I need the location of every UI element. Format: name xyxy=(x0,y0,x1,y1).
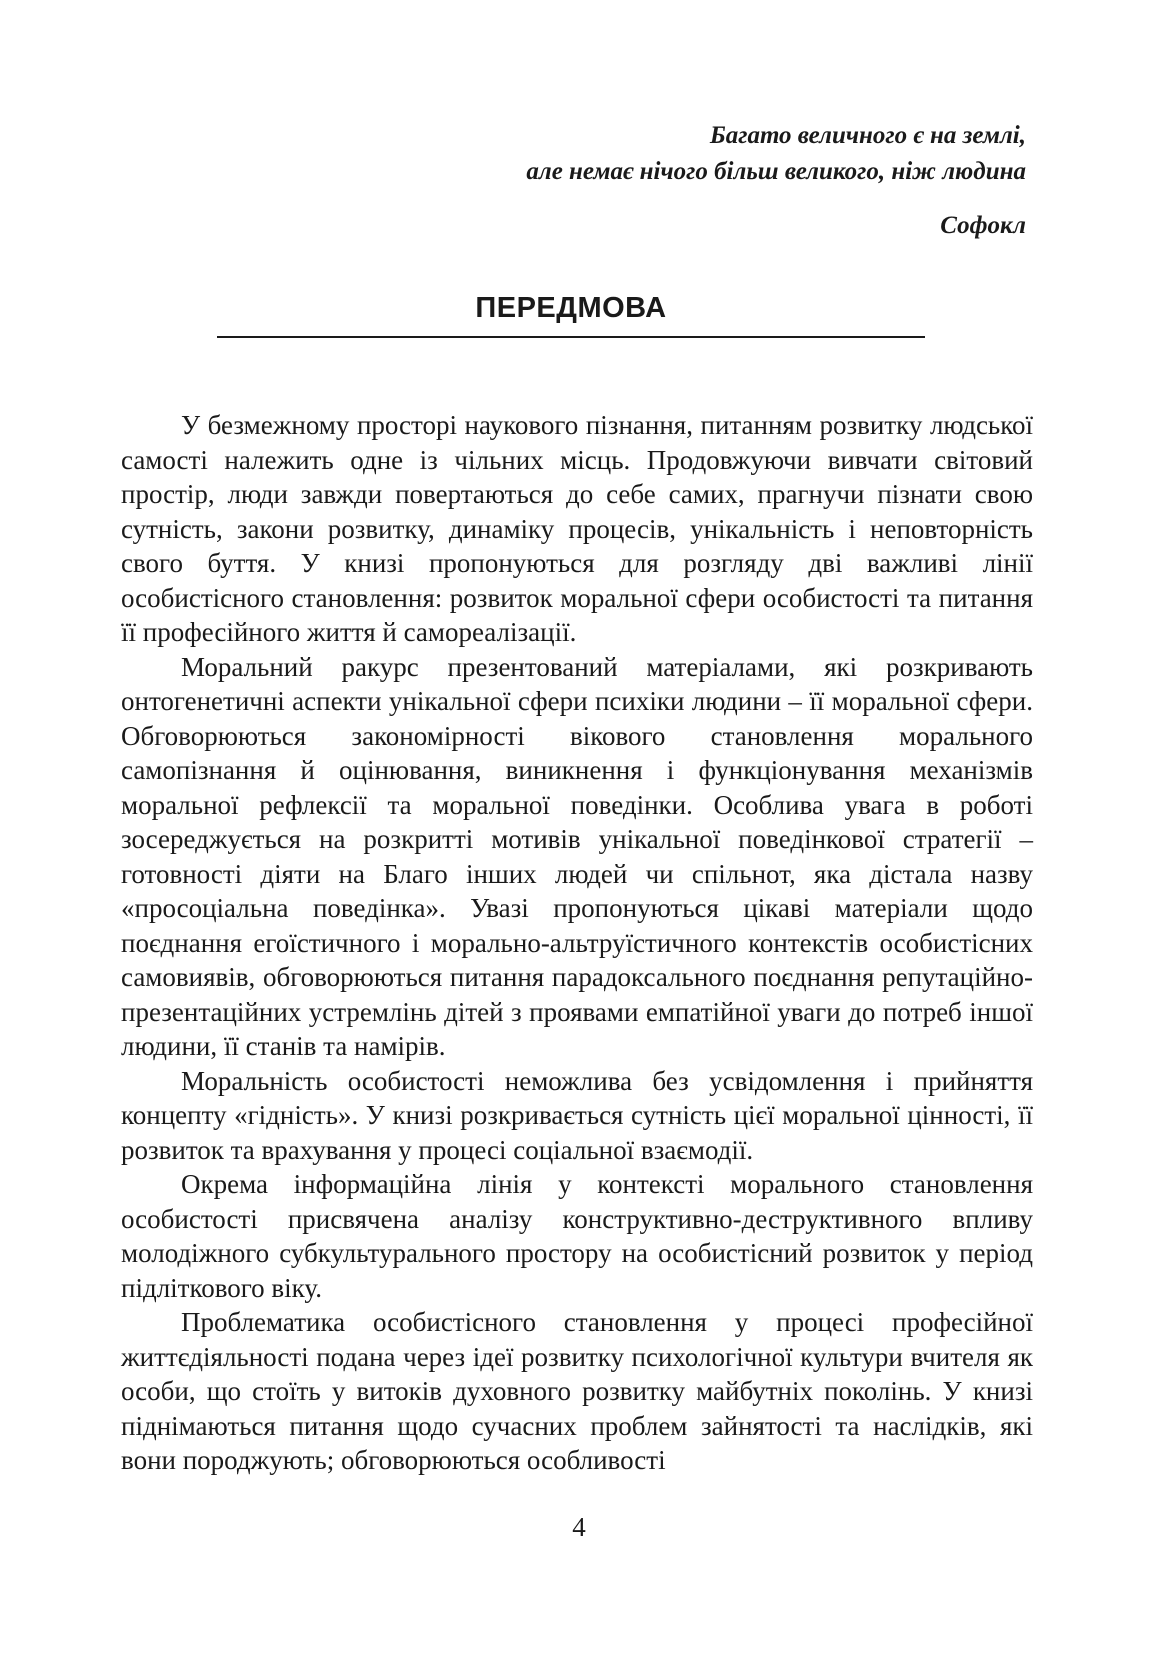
epigraph-line-1: Багато величного є на землі, xyxy=(709,122,1026,149)
paragraph-3: Моральність особистості неможлива без усвідомлення і прийняття концепту «гідність». У книзі розкривається сутність цієї моральної цінності, її розвиток та врахування у процесі соціальної взаємодії. xyxy=(121,1065,1033,1165)
body-text xyxy=(121,408,1033,1478)
epigraph-line-2: але немає нічого більш великого, ніж людина xyxy=(526,158,1026,185)
page-number: 4 xyxy=(572,1512,586,1542)
epigraph xyxy=(326,118,1026,244)
paragraph-5: Проблематика особистісного становлення у процесі професійної життєдіяльності подана через ідеї розвитку психологічної культури вчителя як особи, що стоїть у витоків духовного розвитку майбутніх поколінь. У книзі піднімаються питання щодо сучасних проблем зайнятості та наслідків, які вони породжують; обговорюються особливості xyxy=(121,1307,1033,1475)
paragraph-2: Моральний ракурс презентований матеріалами, які розкривають онтогенетичні аспекти унікальної сфери психіки людини – її моральної сфери. Обговорюються закономірності вікового становлення морального самопізнання й оцінювання, виникнення і функціонування механізмів моральної рефлексії та моральної поведінки. Особлива увага в роботі зосереджується на розкритті мотивів унікальної поведінкової стратегії – готовності діяти на Благо інших людей чи спільнот, яка дістала назву «просоціальна поведінка». Увазі пропонуються цікаві матеріали щодо поєднання егоїстичного і морально-альтруїстичного контекстів особистісних самовиявів, обговорюються питання парадоксального поєднання репутаційно-презентаційних устремлінь дітей з проявами емпатійної уваги до потреб іншої людини, її станів та намірів. xyxy=(121,651,1033,1061)
paragraph-4: Окрема інформаційна лінія у контексті морального становлення особистості присвячена аналізу конструктивно-деструктивного впливу молодіжного субкультурального простору на особистісний розвиток у період підліткового віку. xyxy=(121,1169,1033,1303)
section-heading: ПЕРЕДМОВА xyxy=(475,292,667,324)
paragraph-1: У безмежному просторі наукового пізнання, питанням розвитку людської самості належить одне із чільних місць. Продовжуючи вивчати світовий простір, люди завжди повертаються до себе самих, прагнучи пізнати свою сутність, закони розвитку, динаміку процесів, унікальність і неповторність свого буття. У книзі пропонуються для розгляду дві важливі лінії особистісного становлення: розвиток моральної сфери особистості та питання її професійного життя й самореалізації. xyxy=(121,410,1033,647)
heading-underline xyxy=(217,336,925,338)
epigraph-author: Софокл xyxy=(940,212,1026,239)
